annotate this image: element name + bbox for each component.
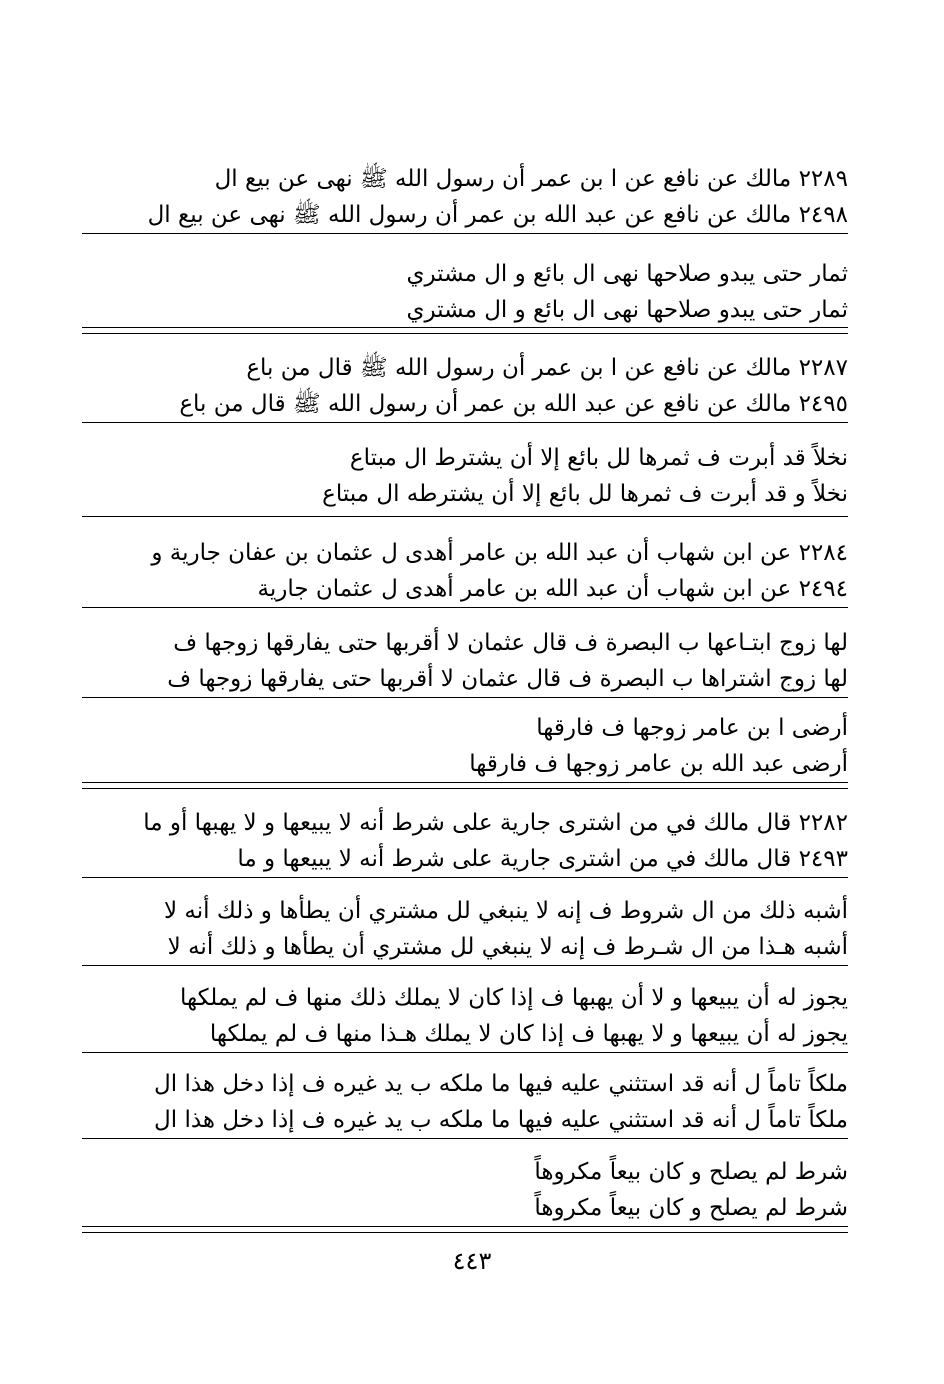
parallel-continuation bbox=[82, 256, 848, 328]
text-line: لها زوج ابتـاعها ب البصرة ف قال عثمان لا أقربها حتى يفارقها زوجها ف bbox=[173, 630, 848, 656]
section-divider bbox=[82, 1226, 848, 1233]
text-line: ٢٢٨٧ مالك عن نافع عن ا بن عمر أن رسول الله ﷺ قال من باع bbox=[246, 355, 848, 381]
text-line: ملكاً تاماً ل أنه قد استثني عليه فيها ما ملكه ب يد غيره ف إذا دخل هذا ال bbox=[154, 1071, 848, 1097]
text-line: ٢٢٨٩ مالك عن نافع عن ا بن عمر أن رسول الله ﷺ نهى عن بيع ال bbox=[214, 166, 848, 192]
text-line: أشبه هـذا من ال شـرط ف إنه لا ينبغي لل مشتري أن يطأها و ذلك أنه لا bbox=[82, 929, 848, 966]
text-line: شرط لم يصلح و كان بيعاً مكروهاً bbox=[534, 1159, 848, 1185]
text-line: ٢٤٩٨ مالك عن نافع عن عبد الله بن عمر أن رسول الله ﷺ نهى عن بيع ال bbox=[82, 197, 848, 234]
text-line: نخلاً قد أبرت ف ثمرها لل بائع إلا أن يشترط ال مبتاع bbox=[349, 445, 848, 471]
parallel-continuation bbox=[82, 710, 848, 782]
text-line: ثمار حتى يبدو صلاحها نهى ال بائع و ال مشتري bbox=[406, 297, 848, 323]
text-line: ٢٤٩٣ قال مالك في من اشترى جارية على شرط أنه لا يبيعها و ما bbox=[82, 841, 848, 878]
text-line: لها زوج اشتراها ب البصرة ف قال عثمان لا أقربها حتى يفارقها زوجها ف bbox=[82, 661, 848, 698]
text-line: أرضى ا بن عامر زوجها ف فارقها bbox=[536, 715, 848, 741]
text-line: ٢٢٨٤ عن ابن شهاب أن عبد الله بن عامر أهدى ل عثمان بن عفان جارية و bbox=[151, 540, 848, 566]
parallel-entry-2287-2495 bbox=[82, 350, 848, 423]
section-divider bbox=[82, 782, 848, 789]
parallel-continuation bbox=[82, 1154, 848, 1226]
text-line: شرط لم يصلح و كان بيعاً مكروهاً bbox=[534, 1195, 848, 1221]
parallel-entry-2282-2493 bbox=[82, 805, 848, 878]
parallel-entry-2284-2494 bbox=[82, 535, 848, 608]
section-divider bbox=[82, 516, 848, 517]
parallel-continuation bbox=[82, 440, 848, 512]
section-divider bbox=[82, 327, 848, 334]
parallel-continuation bbox=[82, 1066, 848, 1139]
text-line: أشبه ذلك من ال شروط ف إنه لا ينبغي لل مشتري أن يطأها و ذلك أنه لا bbox=[163, 898, 848, 924]
text-line: يجوز له أن يبيعها و لا أن يهبها ف إذا كان لا يملك ذلك منها ف لم يملكها bbox=[180, 985, 848, 1011]
parallel-continuation bbox=[82, 893, 848, 966]
page-number: ٤٤٣ bbox=[452, 1247, 492, 1275]
text-line: ملكاً تاماً ل أنه قد استثني عليه فيها ما ملكه ب يد غيره ف إذا دخل هذا ال bbox=[82, 1102, 848, 1139]
text-line: ٢٢٨٢ قال مالك في من اشترى جارية على شرط أنه لا يبيعها و لا يهبها أو ما bbox=[143, 810, 848, 836]
parallel-continuation bbox=[82, 980, 848, 1053]
text-line: ثمار حتى يبدو صلاحها نهى ال بائع و ال مشتري bbox=[406, 261, 848, 287]
text-line: ٢٤٩٥ مالك عن نافع عن عبد الله بن عمر أن رسول الله ﷺ قال من باع bbox=[82, 386, 848, 423]
parallel-continuation bbox=[82, 625, 848, 698]
text-line: يجوز له أن يبيعها و لا يهبها ف إذا كان لا يملك هـذا منها ف لم يملكها bbox=[82, 1016, 848, 1053]
text-line: ٢٤٩٤ عن ابن شهاب أن عبد الله بن عامر أهدى ل عثمان جارية bbox=[82, 571, 848, 608]
text-line: أرضى عبد الله بن عامر زوجها ف فارقها bbox=[469, 751, 848, 777]
text-line: نخلاً و قد أبرت ف ثمرها لل بائع إلا أن يشترطه ال مبتاع bbox=[322, 481, 848, 507]
parallel-entry-2289-2498 bbox=[82, 161, 848, 234]
